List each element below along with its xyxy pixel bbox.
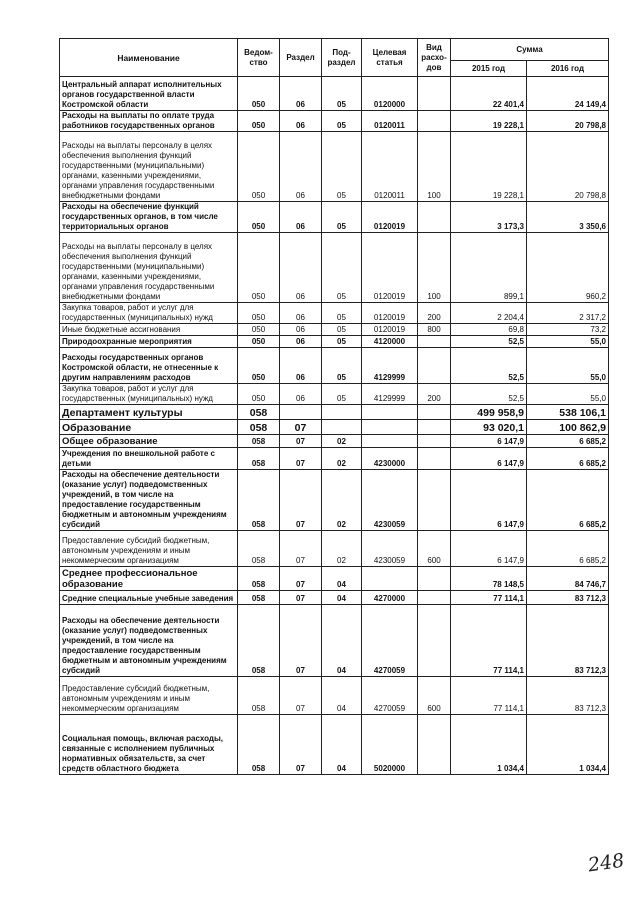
row-target: 4120000 [362, 336, 418, 348]
row-podrazdel [322, 405, 362, 420]
row-target: 4230059 [362, 470, 418, 531]
row-target: 0120011 [362, 111, 418, 132]
row-vedomstvo: 058 [238, 715, 280, 775]
row-vid [418, 405, 451, 420]
table-row [60, 591, 609, 605]
row-name: Расходы государственных органов Костромской области, не отнесенные к другим направлениям расходов [60, 348, 238, 384]
table-row [60, 303, 609, 324]
row-razdel: 07 [280, 420, 322, 435]
row-podrazdel: 05 [322, 233, 362, 303]
row-vid [418, 435, 451, 448]
row-sum-2015: 22 401,4 [451, 77, 527, 111]
header-razdel: Раздел [280, 39, 322, 77]
row-sum-2016: 6 685,2 [527, 470, 609, 531]
row-razdel: 07 [280, 677, 322, 715]
row-sum-2016: 2 317,2 [527, 303, 609, 324]
row-target: 0120000 [362, 77, 418, 111]
row-podrazdel: 02 [322, 435, 362, 448]
row-razdel: 06 [280, 324, 322, 336]
row-name: Предоставление субсидий бюджетным, автономным учреждениям и иным некоммерческим организациям [60, 677, 238, 715]
row-razdel: 06 [280, 202, 322, 233]
table-row [60, 677, 609, 715]
row-name: Средние специальные учебные заведения [60, 591, 238, 605]
table-row [60, 324, 609, 336]
row-target: 0120019 [362, 303, 418, 324]
row-podrazdel: 04 [322, 677, 362, 715]
row-sum-2016: 6 685,2 [527, 448, 609, 470]
row-sum-2015: 6 147,9 [451, 531, 527, 567]
row-vid [418, 202, 451, 233]
row-sum-2016: 20 798,8 [527, 111, 609, 132]
row-name: Расходы на выплаты по оплате труда работников государственных органов [60, 111, 238, 132]
row-sum-2015: 6 147,9 [451, 448, 527, 470]
row-razdel: 06 [280, 111, 322, 132]
row-razdel: 07 [280, 567, 322, 591]
table-row [60, 531, 609, 567]
row-razdel: 07 [280, 470, 322, 531]
row-sum-2015: 3 173,3 [451, 202, 527, 233]
row-target [362, 435, 418, 448]
row-sum-2016: 73,2 [527, 324, 609, 336]
row-name: Предоставление субсидий бюджетным, автономным учреждениям и иным некоммерческим организациям [60, 531, 238, 567]
table-row [60, 111, 609, 132]
row-sum-2016: 24 149,4 [527, 77, 609, 111]
row-name: Закупка товаров, работ и услуг для государственных (муниципальных) нужд [60, 384, 238, 405]
row-vid [418, 111, 451, 132]
row-name: Расходы на обеспечение функций государственных органов, в том числе территориальных органов [60, 202, 238, 233]
row-razdel: 06 [280, 384, 322, 405]
row-razdel: 07 [280, 591, 322, 605]
row-sum-2016: 6 685,2 [527, 435, 609, 448]
row-vid: 600 [418, 531, 451, 567]
row-podrazdel: 02 [322, 470, 362, 531]
row-vedomstvo: 050 [238, 132, 280, 202]
row-sum-2015: 69,8 [451, 324, 527, 336]
row-target: 5020000 [362, 715, 418, 775]
row-vid: 200 [418, 384, 451, 405]
row-vedomstvo: 050 [238, 324, 280, 336]
row-sum-2016: 83 712,3 [527, 591, 609, 605]
row-name: Расходы на обеспечение деятельности (оказание услуг) подведомственных учреждений, в том числе на предоставление государственным бюджетным и автономным учреждениям субсидий [60, 470, 238, 531]
row-vid: 800 [418, 324, 451, 336]
row-sum-2015: 899,1 [451, 233, 527, 303]
budget-table [59, 38, 609, 775]
row-razdel: 06 [280, 348, 322, 384]
row-sum-2016: 84 746,7 [527, 567, 609, 591]
header-summa: Сумма [451, 39, 609, 61]
row-target: 0120019 [362, 202, 418, 233]
row-vedomstvo: 058 [238, 531, 280, 567]
table-row [60, 435, 609, 448]
row-target: 4230059 [362, 531, 418, 567]
row-razdel: 06 [280, 336, 322, 348]
row-target: 4129999 [362, 348, 418, 384]
header-podrazdel: Под-раздел [322, 39, 362, 77]
row-vedomstvo: 050 [238, 77, 280, 111]
row-sum-2016: 55,0 [527, 336, 609, 348]
row-podrazdel: 05 [322, 77, 362, 111]
row-podrazdel: 05 [322, 336, 362, 348]
row-vid [418, 348, 451, 384]
row-vedomstvo: 050 [238, 233, 280, 303]
row-vedomstvo: 058 [238, 605, 280, 677]
row-sum-2015: 19 228,1 [451, 111, 527, 132]
row-vedomstvo: 050 [238, 384, 280, 405]
row-razdel: 07 [280, 448, 322, 470]
row-sum-2016: 538 106,1 [527, 405, 609, 420]
row-vedomstvo: 050 [238, 202, 280, 233]
table-row [60, 448, 609, 470]
row-sum-2016: 83 712,3 [527, 677, 609, 715]
row-sum-2015: 52,5 [451, 348, 527, 384]
row-podrazdel: 04 [322, 715, 362, 775]
row-target: 0120019 [362, 233, 418, 303]
row-vid [418, 336, 451, 348]
row-podrazdel: 02 [322, 448, 362, 470]
table-row [60, 470, 609, 531]
row-razdel: 06 [280, 132, 322, 202]
row-sum-2016: 100 862,9 [527, 420, 609, 435]
row-razdel [280, 405, 322, 420]
row-target: 4230000 [362, 448, 418, 470]
row-name: Среднее профессиональное образование [60, 567, 238, 591]
row-name: Расходы на выплаты персоналу в целях обеспечения выполнения функций государственными (муниципальными) органами, казенными учреждениями, органами управления государственными внебюджетными фондами [60, 132, 238, 202]
row-vedomstvo: 058 [238, 567, 280, 591]
row-vid: 100 [418, 233, 451, 303]
row-sum-2016: 20 798,8 [527, 132, 609, 202]
row-vedomstvo: 058 [238, 435, 280, 448]
row-razdel: 07 [280, 435, 322, 448]
row-sum-2015: 1 034,4 [451, 715, 527, 775]
row-target: 4270059 [362, 677, 418, 715]
row-sum-2015: 6 147,9 [451, 435, 527, 448]
table-row [60, 420, 609, 435]
table-row [60, 202, 609, 233]
row-podrazdel: 05 [322, 111, 362, 132]
row-podrazdel: 04 [322, 567, 362, 591]
row-vedomstvo: 050 [238, 111, 280, 132]
row-vedomstvo: 058 [238, 470, 280, 531]
header-year-2016: 2016 год [527, 61, 609, 77]
row-vid [418, 591, 451, 605]
row-vid [418, 448, 451, 470]
row-sum-2015: 93 020,1 [451, 420, 527, 435]
table-row [60, 132, 609, 202]
row-name: Департамент культуры [60, 405, 238, 420]
row-target: 4270059 [362, 605, 418, 677]
row-sum-2016: 6 685,2 [527, 531, 609, 567]
table-row [60, 715, 609, 775]
row-vid [418, 567, 451, 591]
row-target: 4270000 [362, 591, 418, 605]
row-vid: 600 [418, 677, 451, 715]
header-target: Целевая статья [362, 39, 418, 77]
header-vid: Вид расхо-дов [418, 39, 451, 77]
row-razdel: 06 [280, 77, 322, 111]
row-name: Общее образование [60, 435, 238, 448]
row-vid [418, 77, 451, 111]
table-row [60, 405, 609, 420]
row-vid [418, 420, 451, 435]
row-name: Закупка товаров, работ и услуг для государственных (муниципальных) нужд [60, 303, 238, 324]
row-name: Социальная помощь, включая расходы, связанные с исполнением публичных нормативных обязательств, за счет средств областного бюджета [60, 715, 238, 775]
row-razdel: 07 [280, 605, 322, 677]
row-sum-2015: 52,5 [451, 384, 527, 405]
row-vid: 100 [418, 132, 451, 202]
row-vid [418, 470, 451, 531]
row-podrazdel: 04 [322, 591, 362, 605]
table-row [60, 384, 609, 405]
row-podrazdel: 05 [322, 202, 362, 233]
row-vedomstvo: 058 [238, 405, 280, 420]
row-sum-2015: 77 114,1 [451, 677, 527, 715]
table-body [60, 77, 609, 775]
row-sum-2015: 2 204,4 [451, 303, 527, 324]
row-podrazdel: 05 [322, 303, 362, 324]
row-sum-2016: 55,0 [527, 348, 609, 384]
row-sum-2016: 960,2 [527, 233, 609, 303]
row-sum-2016: 83 712,3 [527, 605, 609, 677]
header-name: Наименование [60, 39, 238, 77]
row-podrazdel: 04 [322, 605, 362, 677]
page-number: 248 [586, 849, 626, 877]
row-vid: 200 [418, 303, 451, 324]
row-vedomstvo: 058 [238, 448, 280, 470]
row-target: 4129999 [362, 384, 418, 405]
row-name: Образование [60, 420, 238, 435]
row-sum-2015: 499 958,9 [451, 405, 527, 420]
row-podrazdel: 05 [322, 384, 362, 405]
table-row [60, 567, 609, 591]
row-target: 0120011 [362, 132, 418, 202]
row-sum-2016: 1 034,4 [527, 715, 609, 775]
row-podrazdel [322, 420, 362, 435]
table-row [60, 336, 609, 348]
row-sum-2016: 3 350,6 [527, 202, 609, 233]
row-vedomstvo: 050 [238, 336, 280, 348]
row-target [362, 405, 418, 420]
row-name: Центральный аппарат исполнительных органов государственной власти Костромской области [60, 77, 238, 111]
row-vedomstvo: 058 [238, 677, 280, 715]
row-sum-2015: 78 148,5 [451, 567, 527, 591]
table-row [60, 348, 609, 384]
row-name: Иные бюджетные ассигнования [60, 324, 238, 336]
row-razdel: 07 [280, 715, 322, 775]
row-sum-2015: 52,5 [451, 336, 527, 348]
row-name: Расходы на выплаты персоналу в целях обеспечения выполнения функций государственными (муниципальными) органами, казенными учреждениями, органами управления государственными внебюджетными фондами [60, 233, 238, 303]
row-vedomstvo: 058 [238, 420, 280, 435]
row-podrazdel: 05 [322, 324, 362, 336]
row-podrazdel: 02 [322, 531, 362, 567]
row-razdel: 07 [280, 531, 322, 567]
table-row [60, 233, 609, 303]
table-row [60, 77, 609, 111]
row-vedomstvo: 058 [238, 591, 280, 605]
row-vid [418, 605, 451, 677]
row-sum-2015: 77 114,1 [451, 605, 527, 677]
row-sum-2015: 77 114,1 [451, 591, 527, 605]
row-name: Учреждения по внешкольной работе с детьми [60, 448, 238, 470]
row-sum-2015: 6 147,9 [451, 470, 527, 531]
row-name: Природоохранные мероприятия [60, 336, 238, 348]
row-sum-2015: 19 228,1 [451, 132, 527, 202]
row-vid [418, 715, 451, 775]
row-podrazdel: 05 [322, 348, 362, 384]
table-row [60, 605, 609, 677]
row-name: Расходы на обеспечение деятельности (оказание услуг) подведомственных учреждений, в том числе на предоставление государственным бюджетным и автономным учреждениям субсидий [60, 605, 238, 677]
row-sum-2016: 55,0 [527, 384, 609, 405]
row-vedomstvo: 050 [238, 348, 280, 384]
row-razdel: 06 [280, 233, 322, 303]
header-vedomstvo: Ведом-ство [238, 39, 280, 77]
row-target [362, 567, 418, 591]
row-podrazdel: 05 [322, 132, 362, 202]
row-target [362, 420, 418, 435]
row-vedomstvo: 050 [238, 303, 280, 324]
header-year-2015: 2015 год [451, 61, 527, 77]
row-razdel: 06 [280, 303, 322, 324]
row-target: 0120019 [362, 324, 418, 336]
